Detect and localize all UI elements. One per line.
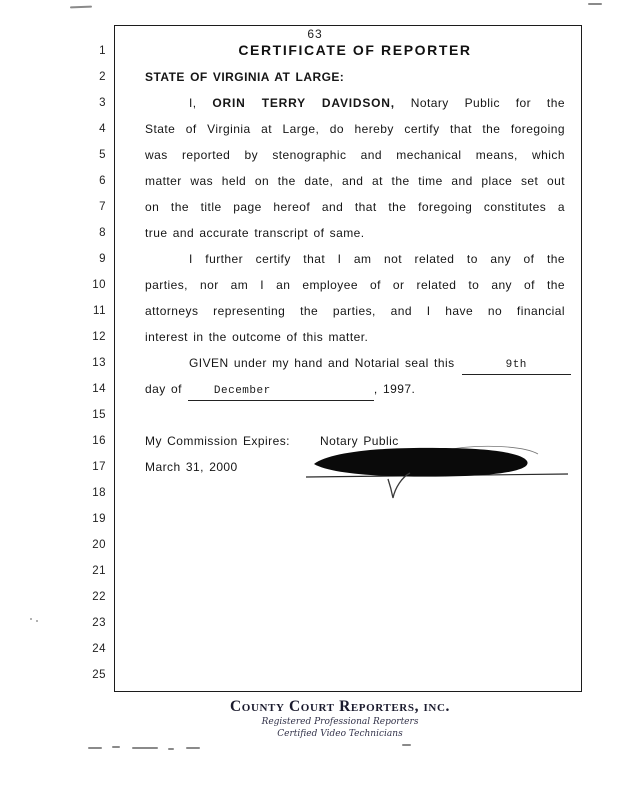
body-line-7: on the title page hereof and that the foregoing constitutes a [145,200,565,214]
page-title: CERTIFICATE OF REPORTER [238,42,472,58]
seal-date-day-fill: 9th [462,358,571,375]
line-number: 22 [92,591,106,603]
state-heading: STATE OF VIRGINIA AT LARGE: [145,70,345,84]
line-number: 12 [92,331,106,343]
body-line-5: was reported by stenographic and mechanical means, which [145,148,565,162]
line-number: 19 [92,513,106,525]
court-reporters-company-name: County Court Reporters, inc. [230,698,450,715]
body-line-12: interest in the outcome of this matter. [145,330,369,344]
scan-artifact [30,618,32,620]
line-number: 7 [99,201,106,213]
body-line-14: day of December , 1997. [145,382,565,401]
page-number: 63 [307,27,323,41]
body-line-11: attorneys representing the parties, and I have no financial [145,304,565,318]
footer [190,698,490,740]
scan-artifact [588,3,602,5]
redacted-signature [300,444,576,504]
line-number: 24 [92,643,106,655]
scan-artifact [168,748,174,750]
footer-tagline-2: Certified Video Technicians [277,729,403,739]
body-line-9: I further certify that I am not related to any of the [189,252,565,266]
commission-expires-label: My Commission Expires: [145,434,290,448]
signature-checkmark-stroke [388,473,410,498]
line-number: 25 [92,669,106,681]
scan-artifact [186,747,200,749]
body-line-8: true and accurate transcript of same. [145,226,365,240]
scan-artifact [402,744,411,746]
line-number: 14 [92,383,106,395]
scan-artifact [88,747,102,749]
line-number: 23 [92,617,106,629]
line-number: 5 [99,149,106,161]
line-number: 20 [92,539,106,551]
notary-public-label: Notary Public [320,434,399,448]
body-line-4: State of Virginia at Large, do hereby certify that the foregoing [145,122,565,136]
reporter-name: ORIN TERRY DAVIDSON, [212,96,395,110]
body-line-10: parties, nor am I an employee of or related to any of the [145,278,565,292]
line-number: 13 [92,357,106,369]
line-number: 2 [99,71,106,83]
body-line-3: I, ORIN TERRY DAVIDSON, Notary Public for the [189,96,565,110]
footer-tagline-1: Registered Professional Reporters [261,717,419,727]
line-number: 3 [99,97,106,109]
scan-artifact [70,6,92,9]
line-number: 18 [92,487,106,499]
line-number: 15 [92,409,106,421]
line-number: 9 [99,253,106,265]
scan-artifact [112,746,120,748]
body-line-13: GIVEN under my hand and Notarial seal this 9th [145,356,571,375]
seal-date-month-fill: December [188,384,374,401]
scan-artifact [36,620,38,622]
commission-date: March 31, 2000 [145,460,238,474]
line-number: 6 [99,175,106,187]
line-number: 11 [93,305,106,317]
line-number: 1 [99,45,106,57]
line-number: 10 [92,279,106,291]
line-number: 8 [99,227,106,239]
line-number: 16 [92,435,106,447]
scan-artifact [132,747,158,749]
line-number: 4 [99,123,106,135]
redaction-block [314,448,528,477]
line-number: 21 [92,565,106,577]
line-number: 17 [92,461,106,473]
body-line-6: matter was held on the date, and at the time and place set out [145,174,565,188]
